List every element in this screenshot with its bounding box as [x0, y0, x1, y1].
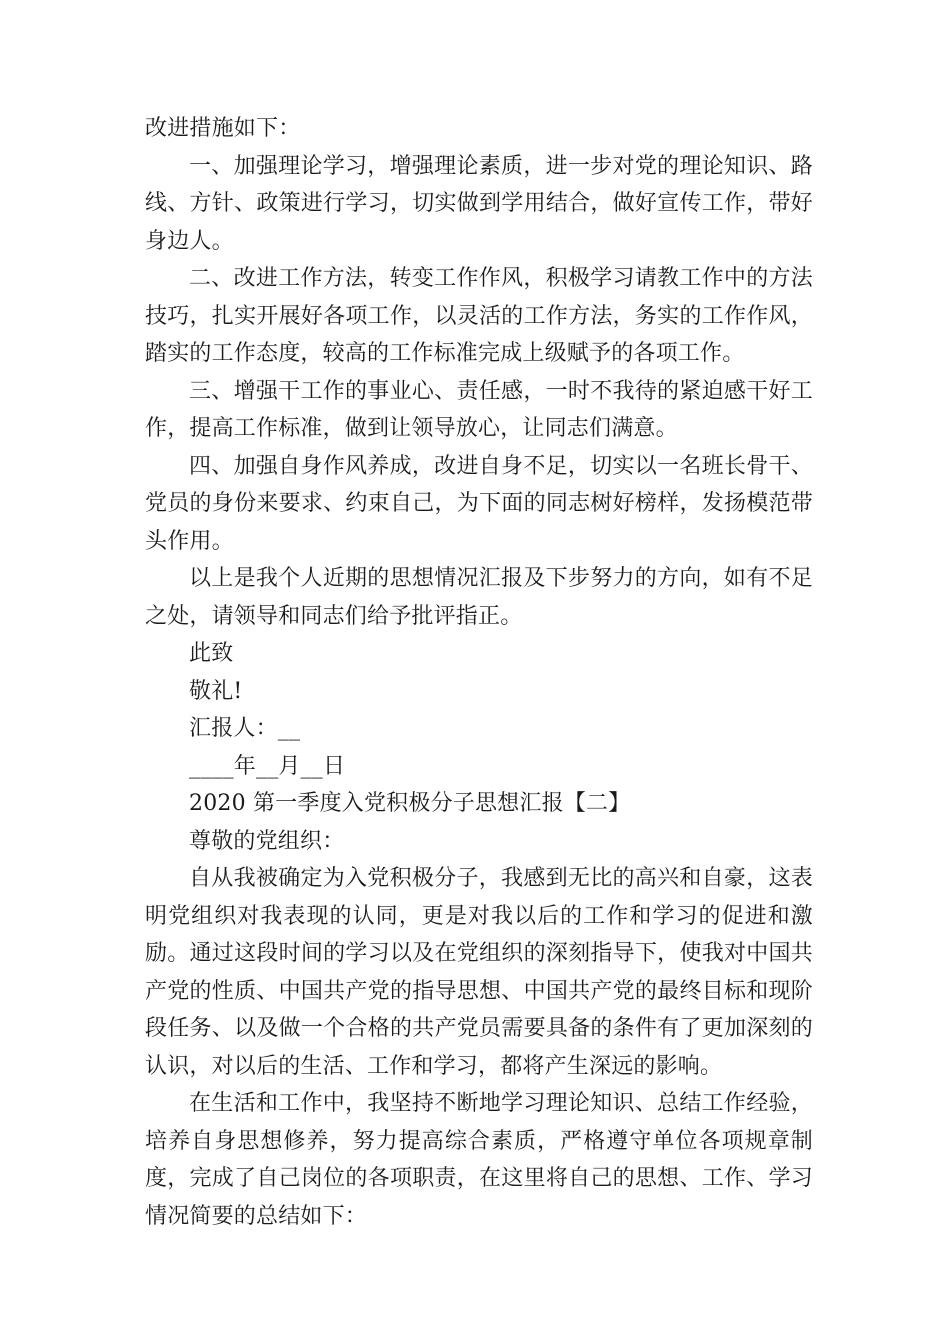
paragraph-measure-1: 一、加强理论学习，增强理论素质，进一步对党的理论知识、路线、方针、政策进行学习，切实做到学用结合，做好宣传工作，带好身边人。: [145, 153, 813, 254]
paragraph-measure-4: 四、加强自身作风养成，改进自身不足，切实以一名班长骨干、党员的身份来要求、约束自己，为下面的同志树好榜样，发扬模范带头作用。: [145, 453, 813, 554]
section-heading: 2020 第一季度入党积极分子思想汇报【二】: [189, 791, 631, 816]
paragraph-intro: 改进措施如下：: [145, 116, 301, 141]
paragraph-measure-3: 三、增强干工作的事业心、责任感，一时不我待的紧迫感干好工作，提高工作标准，做到让领导放心，让同志们满意。: [145, 378, 813, 441]
closing-respect: 敬礼!: [189, 678, 243, 704]
document-body: [145, 110, 813, 1235]
paragraph-conclusion: 以上是我个人近期的思想情况汇报及下步努力的方向，如有不足之处，请领导和同志们给予批评指正。: [145, 566, 813, 629]
paragraph-body-1: 自从我被确定为入党积极分子，我感到无比的高兴和自豪，这表明党组织对我表现的认同，更是对我以后的工作和学习的促进和激励。通过这段时间的学习以及在党组织的深刻指导下，使我对中国共产党的性质、中国共产党的指导思想、中国共产党的最终目标和现阶段任务、以及做一个合格的共产党员需要具备的条件有了更加深刻的认识，对以后的生活、工作和学习，都将产生深远的影响。: [145, 866, 813, 1079]
closing-salutation: 此致: [189, 641, 234, 666]
paragraph-body-2: 在生活和工作中，我坚持不断地学习理论知识、总结工作经验，培养自身思想修养，努力提高综合素质，严格遵守单位各项规章制度，完成了自己岗位的各项职责，在这里将自己的思想、工作、学习情况简要的总结如下：: [145, 1091, 813, 1229]
date-line: ____年__月__日: [189, 753, 346, 779]
paragraph-measure-2: 二、改进工作方法，转变工作作风，积极学习请教工作中的方法技巧，扎实开展好各项工作，以灵活的工作方法，务实的工作作风，踏实的工作态度，较高的工作标准完成上级赋予的各项工作。: [145, 266, 813, 366]
greeting-line: 尊敬的党组织：: [189, 828, 345, 854]
reporter-line: 汇报人：__: [189, 716, 301, 741]
